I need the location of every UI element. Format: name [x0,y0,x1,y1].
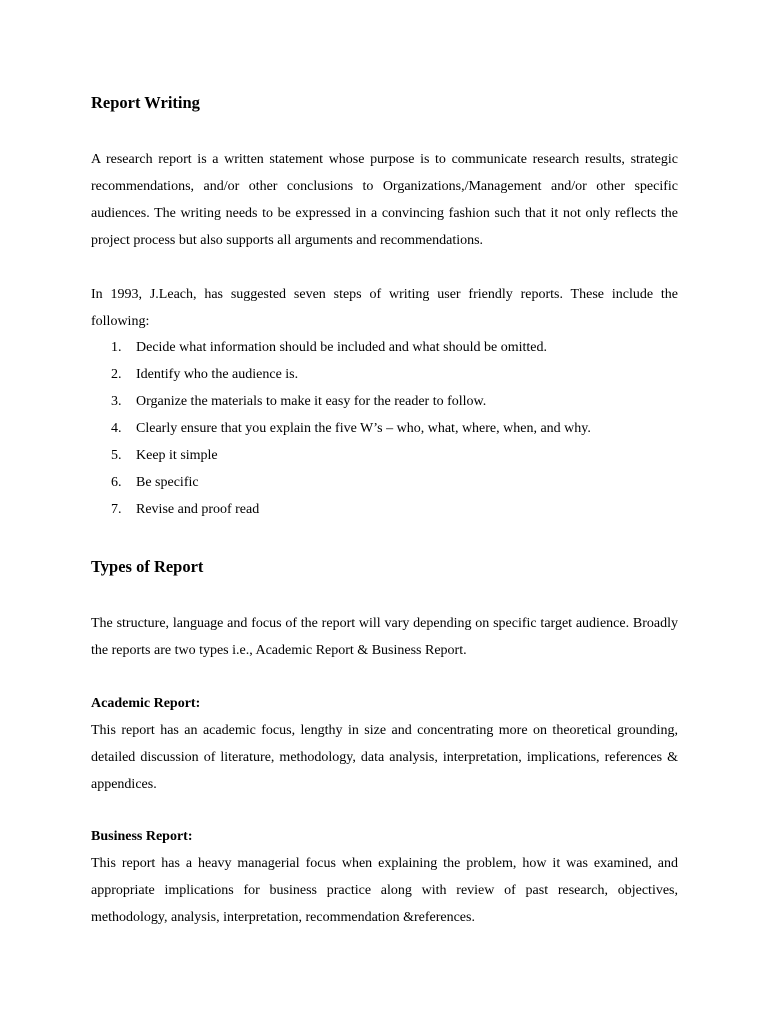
list-item-number: 4. [111,421,122,436]
list-item-number: 5. [111,448,122,463]
types-of-report-heading: Types of Report [91,557,204,576]
list-item-number: 7. [111,502,122,517]
report-definition-paragraph: A research report is a written statement whose purpose is to communicate research results, strategic recommendations, and/or other conclusions to Organizations,/Management and/or other specific audiences. The writing needs to be expressed in a convincing fashion such that it not only reflects the project process but also supports all arguments and recommendations. [91,152,678,248]
list-item-text: Keep it simple [136,448,218,463]
business-report-heading: Business Report: [91,829,193,844]
list-item [91,361,591,388]
business-report-paragraph: This report has a heavy managerial focus when explaining the problem, how it was examined, and appropriate implications for business practice along with review of past research, objectives, methodology, analysis, interpretation, recommendation &references. [91,856,678,925]
list-item-text: Organize the materials to make it easy for the reader to follow. [136,394,487,409]
report-types-paragraph: The structure, language and focus of the report will vary depending on specific target audience. Broadly the reports are two types i.e., Academic Report & Business Report. [91,616,678,658]
list-item [91,442,591,469]
list-item-number: 6. [111,475,122,490]
academic-report-paragraph: This report has an academic focus, lengthy in size and concentrating more on theoretical grounding, detailed discussion of literature, methodology, data analysis, interpretation, implications, references & appendices. [91,723,678,792]
list-item-text: Be specific [136,475,199,490]
list-item [91,496,591,523]
list-item-text: Clearly ensure that you explain the five W’s – who, what, where, when, and why. [136,421,591,436]
leach-intro-paragraph: In 1993, J.Leach, has suggested seven steps of writing user friendly reports. These include the following: [91,287,678,329]
list-item [91,388,591,415]
list-item [91,334,591,361]
academic-report-heading: Academic Report: [91,696,201,711]
steps-list [91,334,591,523]
list-item-text: Decide what information should be included and what should be omitted. [136,340,547,355]
report-writing-heading: Report Writing [91,93,200,112]
list-item-number: 1. [111,340,122,355]
list-item [91,415,591,442]
list-item [91,469,591,496]
list-item-text: Identify who the audience is. [136,367,299,382]
list-item-number: 2. [111,367,122,382]
list-item-text: Revise and proof read [136,502,260,517]
list-item-number: 3. [111,394,122,409]
